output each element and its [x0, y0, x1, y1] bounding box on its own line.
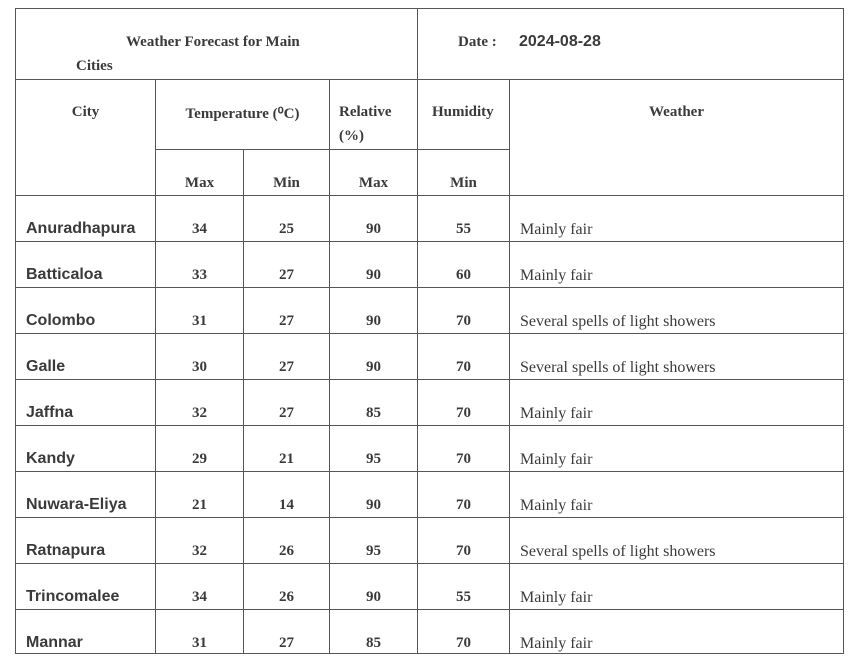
table-row: [16, 472, 844, 518]
humidity-max-cell: 95: [330, 426, 418, 472]
humidity-label-unit: (%): [339, 128, 364, 144]
col-header-temp-max: Max: [156, 150, 244, 196]
humidity-min-cell: 70: [418, 334, 510, 380]
weather-cell: Mainly fair: [510, 426, 844, 472]
col-header-hum-min: Min: [418, 150, 510, 196]
humidity-min-cell: 70: [418, 610, 510, 654]
table-row: [16, 426, 844, 472]
humidity-min-cell: 70: [418, 380, 510, 426]
weather-cell: Several spells of light showers: [510, 288, 844, 334]
temp-max-cell: 29: [156, 426, 244, 472]
header-row: [16, 80, 844, 150]
table-row: [16, 380, 844, 426]
city-cell: Anuradhapura: [16, 196, 156, 242]
weather-cell: Mainly fair: [510, 472, 844, 518]
temp-max-cell: 31: [156, 610, 244, 654]
temp-max-cell: 30: [156, 334, 244, 380]
table-body: [16, 196, 844, 654]
temp-max-cell: 34: [156, 564, 244, 610]
col-header-hum-max: Max: [330, 150, 418, 196]
col-header-humidity-b: [418, 80, 510, 150]
humidity-min-cell: 70: [418, 472, 510, 518]
city-cell: Galle: [16, 334, 156, 380]
date-label: Date :: [458, 34, 497, 50]
weather-cell: Mainly fair: [510, 610, 844, 654]
humidity-label-relative: Relative: [339, 104, 392, 120]
col-header-weather: Weather: [510, 80, 844, 196]
temp-max-cell: 31: [156, 288, 244, 334]
humidity-max-cell: 90: [330, 288, 418, 334]
table-row: [16, 334, 844, 380]
col-header-humidity-a: [330, 80, 418, 150]
temp-min-cell: 27: [244, 334, 330, 380]
city-cell: Ratnapura: [16, 518, 156, 564]
table-row: [16, 288, 844, 334]
title-row: [16, 9, 844, 80]
humidity-max-cell: 90: [330, 334, 418, 380]
humidity-max-cell: 90: [330, 196, 418, 242]
humidity-max-cell: 85: [330, 610, 418, 654]
humidity-min-cell: 70: [418, 518, 510, 564]
humidity-max-cell: 90: [330, 472, 418, 518]
weather-cell: Mainly fair: [510, 242, 844, 288]
temp-min-cell: 21: [244, 426, 330, 472]
humidity-max-cell: 85: [330, 380, 418, 426]
date-cell: [418, 9, 844, 80]
city-cell: Mannar: [16, 610, 156, 654]
weather-cell: Mainly fair: [510, 564, 844, 610]
temp-max-cell: 21: [156, 472, 244, 518]
temp-max-cell: 33: [156, 242, 244, 288]
table-row: [16, 242, 844, 288]
humidity-min-cell: 70: [418, 426, 510, 472]
col-header-temp-min: Min: [244, 150, 330, 196]
date-value: 2024-08-28: [519, 33, 601, 50]
temp-min-cell: 27: [244, 380, 330, 426]
temp-max-cell: 32: [156, 380, 244, 426]
humidity-max-cell: 95: [330, 518, 418, 564]
weather-cell: Mainly fair: [510, 380, 844, 426]
weather-cell: Several spells of light showers: [510, 518, 844, 564]
city-cell: Colombo: [16, 288, 156, 334]
temp-min-cell: 27: [244, 610, 330, 654]
temp-min-cell: 27: [244, 242, 330, 288]
temp-min-cell: 26: [244, 518, 330, 564]
humidity-max-cell: 90: [330, 242, 418, 288]
city-cell: Trincomalee: [16, 564, 156, 610]
temp-max-cell: 32: [156, 518, 244, 564]
temp-min-cell: 14: [244, 472, 330, 518]
city-cell: Kandy: [16, 426, 156, 472]
city-cell: Jaffna: [16, 380, 156, 426]
temp-min-cell: 27: [244, 288, 330, 334]
weather-cell: Several spells of light showers: [510, 334, 844, 380]
humidity-label-word: Humidity: [432, 104, 494, 120]
page-title: Weather Forecast for Main: [126, 34, 300, 50]
col-header-temperature: Temperature (⁰C): [156, 80, 330, 150]
title-cell: [16, 9, 418, 80]
table-row: [16, 196, 844, 242]
col-header-city: City: [16, 80, 156, 196]
city-cell: Nuwara-Eliya: [16, 472, 156, 518]
temp-min-cell: 25: [244, 196, 330, 242]
humidity-min-cell: 55: [418, 196, 510, 242]
temp-min-cell: 26: [244, 564, 330, 610]
table-row: [16, 518, 844, 564]
city-cell: Batticaloa: [16, 242, 156, 288]
weather-cell: Mainly fair: [510, 196, 844, 242]
humidity-min-cell: 60: [418, 242, 510, 288]
humidity-min-cell: 70: [418, 288, 510, 334]
page-title-cont: Cities: [76, 58, 113, 74]
table-row: [16, 610, 844, 654]
humidity-min-cell: 55: [418, 564, 510, 610]
forecast-table: [15, 8, 844, 654]
humidity-max-cell: 90: [330, 564, 418, 610]
table-row: [16, 564, 844, 610]
temp-max-cell: 34: [156, 196, 244, 242]
